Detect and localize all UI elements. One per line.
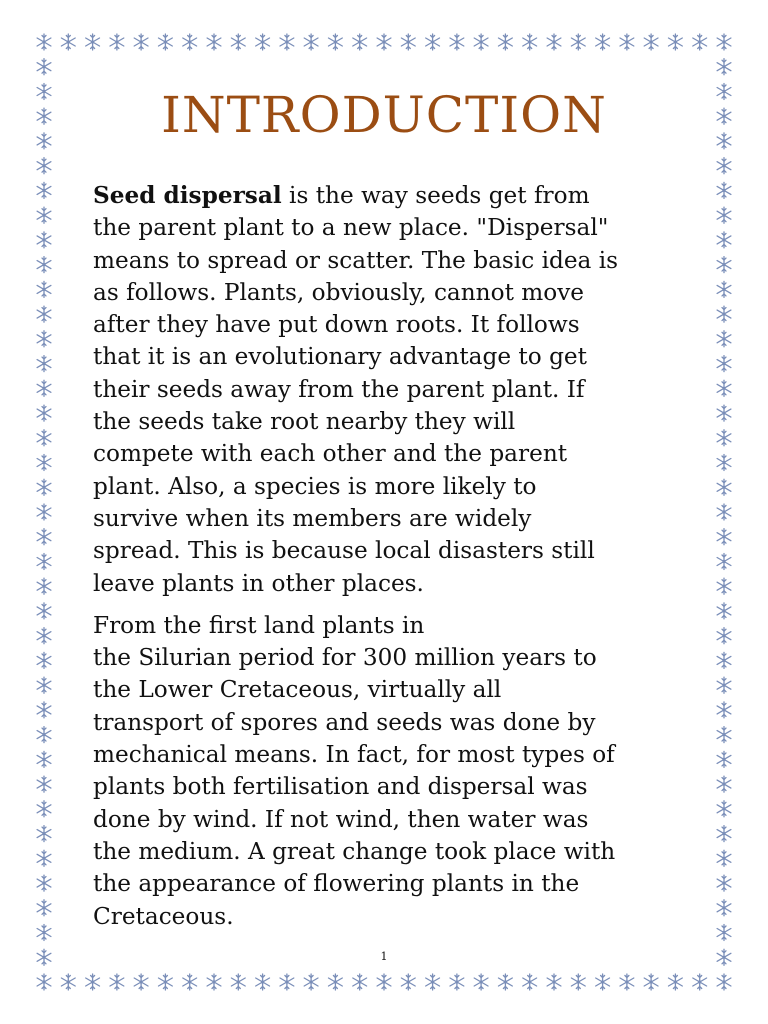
paragraph-1-line: plant. Also, a species is more likely to xyxy=(93,472,537,500)
snowflake-icon xyxy=(717,529,731,545)
snowflake-icon xyxy=(37,182,51,198)
paragraph-2-line: the medium. A great change took place with xyxy=(93,837,616,865)
snowflake-icon xyxy=(717,974,731,990)
snowflake-icon xyxy=(377,34,391,50)
snowflake-icon xyxy=(717,232,731,248)
snowflake-icon xyxy=(37,578,51,594)
paragraph-2-line: mechanical means. In fact, for most types of xyxy=(93,741,615,769)
snowflake-icon xyxy=(401,974,415,990)
snowflake-icon xyxy=(329,974,343,990)
snowflake-icon xyxy=(717,405,731,421)
snowflake-icon xyxy=(37,34,51,50)
paragraph-1-line: their seeds away from the parent plant. If xyxy=(93,375,585,403)
snowflake-icon xyxy=(499,974,513,990)
snowflake-icon xyxy=(37,850,51,866)
snowflake-icon xyxy=(37,603,51,619)
paragraph-2-line: the Silurian period for 300 million years to xyxy=(93,644,597,672)
snowflake-icon xyxy=(596,34,610,50)
snowflake-icon xyxy=(717,727,731,743)
snowflake-icon xyxy=(717,751,731,767)
snowflake-icon xyxy=(37,751,51,767)
snowflake-icon xyxy=(717,702,731,718)
snowflake-icon xyxy=(693,974,707,990)
snowflake-icon xyxy=(620,974,634,990)
snowflake-icon xyxy=(717,850,731,866)
term-seed-dispersal: Seed dispersal xyxy=(93,182,282,209)
paragraph-1-line: the parent plant to a new place. "Dispersal" xyxy=(93,214,609,242)
snowflake-icon xyxy=(377,974,391,990)
snowflake-icon xyxy=(37,776,51,792)
snowflake-icon xyxy=(717,826,731,842)
paragraph-2-line: done by wind. If not wind, then water was xyxy=(93,805,589,833)
paragraph-1-line: as follows. Plants, obviously, cannot move xyxy=(93,278,585,306)
snowflake-icon xyxy=(717,356,731,372)
snowflake-icon xyxy=(86,34,100,50)
snowflake-icon xyxy=(37,504,51,520)
snowflake-icon xyxy=(183,34,197,50)
paragraph-2-line: the Lower Cretaceous, virtually all xyxy=(93,676,502,704)
snowflake-icon xyxy=(717,207,731,223)
paragraph-1 xyxy=(93,180,693,600)
snowflake-icon xyxy=(37,405,51,421)
paragraph-2-line: transport of spores and seeds was done by xyxy=(93,708,596,736)
snowflake-icon xyxy=(207,974,221,990)
snowflake-icon xyxy=(134,974,148,990)
snowflake-icon xyxy=(353,34,367,50)
snowflake-icon xyxy=(474,34,488,50)
snowflake-icon xyxy=(37,232,51,248)
snowflake-icon xyxy=(37,702,51,718)
paragraph-2-line: From the first land plants in xyxy=(93,611,425,639)
snowflake-icon xyxy=(401,34,415,50)
snowflake-icon xyxy=(426,34,440,50)
snowflake-icon xyxy=(353,974,367,990)
snowflake-icon xyxy=(717,677,731,693)
page-title: INTRODUCTION xyxy=(161,86,607,144)
snowflake-icon xyxy=(37,801,51,817)
page-number: 1 xyxy=(380,950,388,963)
snowflake-icon xyxy=(110,34,124,50)
snowflake-icon xyxy=(717,306,731,322)
snowflake-icon xyxy=(523,34,537,50)
snowflake-icon xyxy=(37,628,51,644)
snowflake-icon xyxy=(717,554,731,570)
snowflake-icon xyxy=(304,974,318,990)
paragraph-2 xyxy=(93,610,693,933)
snowflake-icon xyxy=(159,34,173,50)
snowflake-icon xyxy=(37,257,51,273)
snowflake-icon xyxy=(37,727,51,743)
paragraph-2-line: plants both fertilisation and dispersal was xyxy=(93,773,588,801)
snowflake-icon xyxy=(256,34,270,50)
snowflake-icon xyxy=(717,925,731,941)
snowflake-icon xyxy=(499,34,513,50)
snowflake-icon xyxy=(61,974,75,990)
paragraph-1-line: after they have put down roots. It follows xyxy=(93,311,580,339)
snowflake-icon xyxy=(37,826,51,842)
snowflake-icon xyxy=(620,34,634,50)
paragraph-1-line: leave plants in other places. xyxy=(93,569,424,597)
snowflake-icon xyxy=(183,974,197,990)
snowflake-icon xyxy=(717,578,731,594)
snowflake-icon xyxy=(37,900,51,916)
snowflake-icon xyxy=(717,900,731,916)
snowflake-icon xyxy=(571,34,585,50)
snowflake-icon xyxy=(717,281,731,297)
snowflake-icon xyxy=(37,875,51,891)
snowflake-icon xyxy=(231,974,245,990)
snowflake-icon xyxy=(37,158,51,174)
snowflake-icon xyxy=(474,974,488,990)
snowflake-icon xyxy=(37,356,51,372)
paragraph-1-line: spread. This is because local disasters still xyxy=(93,537,595,565)
snowflake-icon xyxy=(304,34,318,50)
snowflake-icon xyxy=(717,479,731,495)
snowflake-icon xyxy=(450,34,464,50)
paragraph-1-line: that it is an evolutionary advantage to get xyxy=(93,343,587,371)
snowflake-icon xyxy=(717,875,731,891)
paragraph-1-line: means to spread or scatter. The basic idea is xyxy=(93,246,619,274)
snowflake-icon xyxy=(717,34,731,50)
snowflake-icon xyxy=(37,479,51,495)
snowflake-icon xyxy=(523,974,537,990)
snowflake-icon xyxy=(644,34,658,50)
snowflake-icon xyxy=(717,776,731,792)
snowflake-icon xyxy=(717,504,731,520)
snowflake-icon xyxy=(717,182,731,198)
snowflake-icon xyxy=(717,257,731,273)
paragraph-1-line: is the way seeds get from xyxy=(281,182,590,209)
snowflake-icon xyxy=(37,974,51,990)
snowflake-icon xyxy=(37,59,51,75)
snowflake-icon xyxy=(256,974,270,990)
snowflake-icon xyxy=(134,34,148,50)
snowflake-icon xyxy=(669,34,683,50)
body-text xyxy=(93,180,693,943)
snowflake-icon xyxy=(37,331,51,347)
snowflake-icon xyxy=(450,974,464,990)
snowflake-icon xyxy=(717,455,731,471)
snowflake-icon xyxy=(37,652,51,668)
snowflake-icon xyxy=(547,974,561,990)
snowflake-icon xyxy=(693,34,707,50)
snowflake-icon xyxy=(669,974,683,990)
snowflake-icon xyxy=(110,974,124,990)
paragraph-1-line: compete with each other and the parent xyxy=(93,440,568,468)
snowflake-icon xyxy=(717,331,731,347)
snowflake-icon xyxy=(717,652,731,668)
snowflake-icon xyxy=(717,628,731,644)
snowflake-icon xyxy=(86,974,100,990)
snowflake-icon xyxy=(717,59,731,75)
snowflake-icon xyxy=(37,207,51,223)
snowflake-icon xyxy=(231,34,245,50)
snowflake-icon xyxy=(717,801,731,817)
snowflake-icon xyxy=(37,281,51,297)
snowflake-icon xyxy=(426,974,440,990)
snowflake-icon xyxy=(571,974,585,990)
snowflake-icon xyxy=(717,380,731,396)
snowflake-icon xyxy=(717,603,731,619)
snowflake-icon xyxy=(37,380,51,396)
snowflake-icon xyxy=(159,974,173,990)
snowflake-icon xyxy=(207,34,221,50)
paragraph-2-line: Cretaceous. xyxy=(93,902,234,930)
paragraph-1-line: the seeds take root nearby they will xyxy=(93,408,516,436)
snowflake-icon xyxy=(37,529,51,545)
snowflake-icon xyxy=(280,974,294,990)
snowflake-icon xyxy=(596,974,610,990)
snowflake-icon xyxy=(37,925,51,941)
snowflake-icon xyxy=(329,34,343,50)
paragraph-1-line: survive when its members are widely xyxy=(93,504,532,532)
snowflake-icon xyxy=(547,34,561,50)
snowflake-icon xyxy=(717,158,731,174)
snowflake-icon xyxy=(280,34,294,50)
snowflake-icon xyxy=(61,34,75,50)
snowflake-icon xyxy=(37,677,51,693)
paragraph-2-line: the appearance of flowering plants in the xyxy=(93,870,580,898)
snowflake-icon xyxy=(37,554,51,570)
snowflake-icon xyxy=(37,455,51,471)
snowflake-icon xyxy=(37,306,51,322)
snowflake-icon xyxy=(37,430,51,446)
snowflake-icon xyxy=(644,974,658,990)
snowflake-icon xyxy=(717,430,731,446)
